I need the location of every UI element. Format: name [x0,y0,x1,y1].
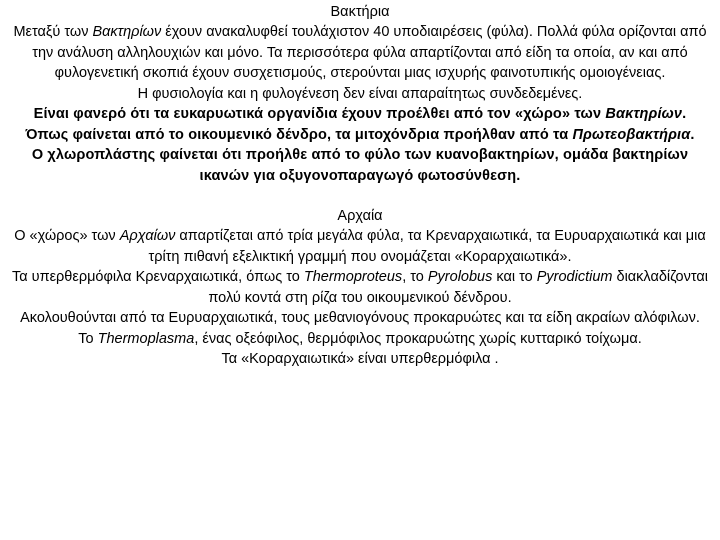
italic-term: Βακτηρίων [92,24,162,40]
italic-term: Thermoproteus [303,269,403,285]
text-run: έχουν ανακαλυφθεί τουλάχιστον 40 υποδιαιρέσεις (φύλα). Πολλά φύλα ορίζονται από την ανάλυση αλληλουχιών και μόνο. Τα περισσότερα φύλα απαρτίζονται από είδη τα οποία, αν και από φυλογενετική σκοπιά έχουν συσχετισμούς, στερούνται μιας ισχυρής φαινοτυπικής ομοιογένειας. [32,24,707,81]
text-run: απαρτίζεται από τρία μεγάλα φύλα, τα Κρεναρχαιωτικά, τα Ευρυαρχαιωτικά και μια τρίτη πιθανή εξελικτική γραμμή που ονομάζεται «Κοραρχαιωτικά». [148,228,706,265]
bacteria-paragraph-3 [8,104,712,125]
italic-term: Pyrodictium [536,269,613,285]
bacteria-paragraph-2: Η φυσιολογία και η φυλογένεση δεν είναι απαραίτητως συνδεδεμένες. [137,85,583,102]
text-run: Όπως φαίνεται από το οικουμενικό δένδρο, τα μιτοχόνδρια προήλθαν από τα [25,126,573,143]
archaea-paragraph-2 [8,267,712,308]
bacteria-paragraph-1 [8,22,712,84]
archaea-paragraph-5: Τα «Κοραρχαιωτικά» είναι υπερθερμόφιλα . [221,351,499,367]
italic-term: Βακτηρίων [605,106,683,122]
archaea-paragraph-3: Ακολουθούνται από τα Ευρυαρχαιωτικά, τους μεθανιογόνους προκαρυώτες και τα είδη ακραίων αλόφιλων. [20,310,700,326]
italic-term: Πρωτεοβακτήρια [572,126,691,143]
italic-term: Pyrolobus [427,269,493,285]
archaea-paragraph-4 [8,329,712,350]
text-run: , ένας οξεόφιλος, θερμόφιλος προκαρυώτης χωρίς κυτταρικό τοίχωμα. [194,330,642,347]
text-run: Το [78,330,98,347]
archaea-paragraph-1 [8,226,712,267]
archaea-heading: Αρχαία [337,208,383,224]
bacteria-paragraph-4 [8,125,712,146]
text-run: . [682,106,687,122]
text-run: Τα υπερθερμόφιλα Κρεναρχαιωτικά, όπως το [11,269,304,285]
bacteria-heading: Βακτήρια [330,4,390,20]
bacteria-paragraph-5: Ο χλωροπλάστης φαίνεται ότι προήλθε από το φύλο των κυανοβακτηρίων, ομάδα βακτηρίων ικανών για οξυγονοπαραγωγό φωτοσύνθεση. [31,147,689,184]
italic-term: Αρχαίων [119,228,176,244]
text-run: διακλαδίζονται πολύ κοντά στη ρίζα του οικουμενικού δένδρου. [208,269,708,306]
text-run: και το [492,269,537,285]
text-run: Ο «χώρος» των [14,228,120,244]
text-run: . [690,126,695,143]
text-run: Μεταξύ των [13,24,93,40]
italic-term: Thermoplasma [97,330,195,347]
section-spacer [8,186,712,206]
text-run: , το [402,269,428,285]
text-run: Είναι φανερό ότι τα ευκαρυωτικά οργανίδια έχουν προέλθει από τον «χώρο» των [33,106,606,122]
